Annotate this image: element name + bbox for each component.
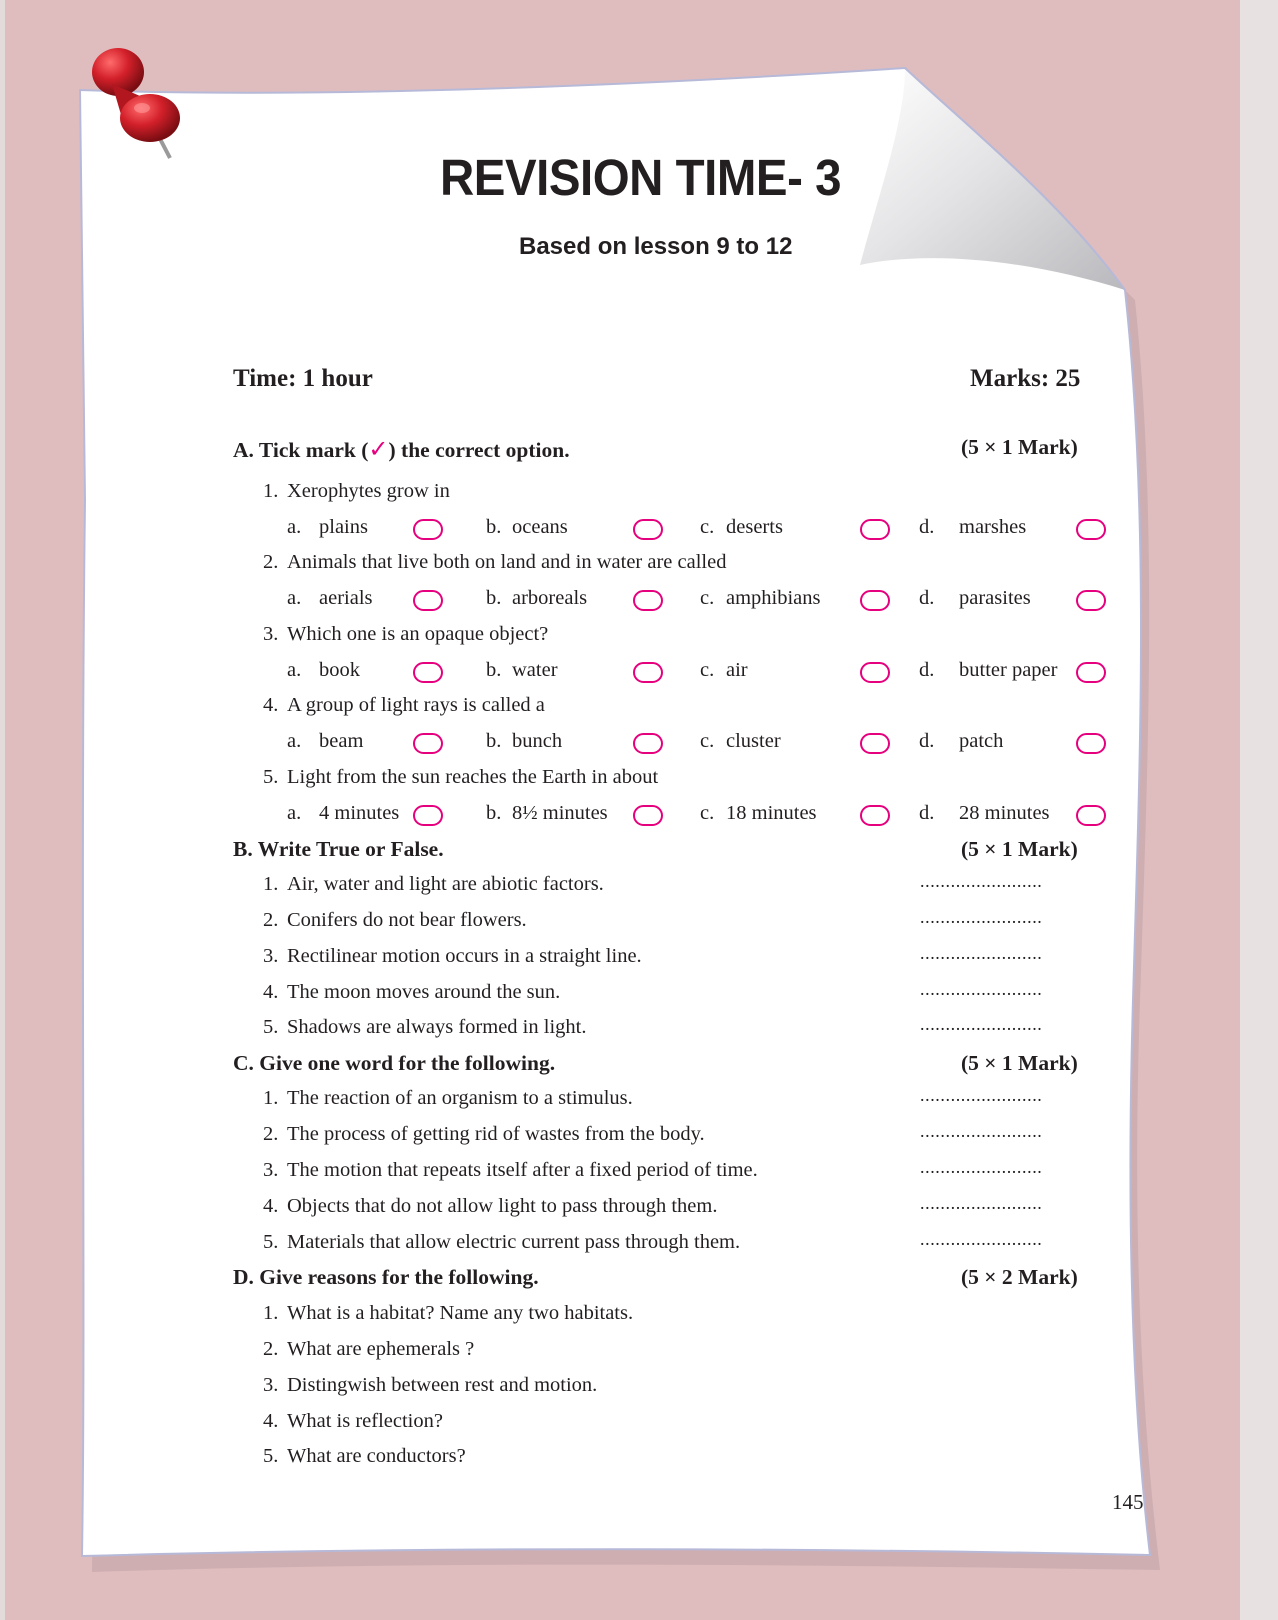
- question-a-4: [263, 694, 545, 717]
- sectionD-item-3: [263, 1374, 597, 1397]
- sectionC-item-1: [263, 1087, 633, 1110]
- option-letter: c.: [700, 516, 715, 538]
- option-a3-b: [486, 659, 558, 682]
- item-text: The process of getting rid of wastes from the body.: [287, 1123, 705, 1145]
- question-text: Xerophytes grow in: [287, 480, 450, 502]
- sectionD-item-5: [263, 1445, 466, 1468]
- answer-blank[interactable]: ........................: [920, 1014, 1043, 1034]
- option-letter: c.: [700, 587, 715, 609]
- option-text: deserts: [726, 516, 783, 538]
- question-a-1: [263, 480, 450, 503]
- answer-bubble[interactable]: [633, 519, 663, 540]
- option-a3-d: [919, 659, 1057, 682]
- option-letter: a.: [287, 587, 302, 609]
- option-letter: a.: [287, 516, 302, 538]
- section-a-marks: (5 × 1 Mark): [961, 435, 1078, 459]
- question-number: 3.: [263, 623, 279, 645]
- check-mark-icon: ✓: [368, 435, 389, 463]
- answer-bubble[interactable]: [860, 590, 890, 611]
- item-text: Materials that allow electric current pass through them.: [287, 1231, 741, 1253]
- marks-label: Marks: 25: [970, 365, 1081, 392]
- item-text: Conifers do not bear flowers.: [287, 909, 527, 931]
- item-text: Objects that do not allow light to pass through them.: [287, 1195, 718, 1217]
- option-letter: c.: [700, 802, 715, 824]
- question-text: Light from the sun reaches the Earth in about: [287, 766, 659, 788]
- answer-bubble[interactable]: [413, 590, 443, 611]
- answer-bubble[interactable]: [1076, 590, 1106, 611]
- answer-blank[interactable]: ........................: [920, 1157, 1043, 1177]
- item-number: 4.: [263, 981, 279, 1003]
- answer-bubble[interactable]: [413, 805, 443, 826]
- option-a2-b: [486, 587, 587, 610]
- answer-bubble[interactable]: [413, 733, 443, 754]
- option-text: parasites: [959, 587, 1031, 609]
- option-text: aerials: [319, 587, 373, 609]
- item-number: 2.: [263, 1338, 279, 1360]
- question-text: Animals that live both on land and in water are called: [287, 551, 727, 573]
- option-letter: a.: [287, 730, 302, 752]
- question-number: 1.: [263, 480, 279, 502]
- option-a1-b: [486, 516, 568, 539]
- option-a5-c: [700, 802, 817, 825]
- answer-blank[interactable]: ........................: [920, 1121, 1043, 1141]
- sectionC-item-2: [263, 1123, 705, 1146]
- option-letter: a.: [287, 659, 302, 681]
- option-a4-a: [287, 730, 363, 753]
- answer-bubble[interactable]: [633, 805, 663, 826]
- question-text: A group of light rays is called a: [287, 694, 545, 716]
- question-a-5: [263, 766, 658, 789]
- section-b-heading: B. Write True or False.: [233, 837, 444, 861]
- option-a2-c: [700, 587, 821, 610]
- option-text: patch: [959, 730, 1004, 752]
- option-a4-c: [700, 730, 781, 753]
- question-text: Which one is an opaque object?: [287, 623, 549, 645]
- answer-blank[interactable]: ........................: [920, 871, 1043, 891]
- answer-bubble[interactable]: [633, 662, 663, 683]
- answer-bubble[interactable]: [1076, 662, 1106, 683]
- option-a1-c: [700, 516, 783, 539]
- answer-blank[interactable]: ........................: [920, 943, 1043, 963]
- item-number: 1.: [263, 1302, 279, 1324]
- answer-bubble[interactable]: [860, 519, 890, 540]
- item-text: What are conductors?: [287, 1445, 466, 1467]
- answer-bubble[interactable]: [860, 805, 890, 826]
- option-letter: d.: [919, 659, 935, 681]
- question-a-3: [263, 623, 548, 646]
- option-text: book: [319, 659, 360, 681]
- question-number: 5.: [263, 766, 279, 788]
- option-letter: b.: [486, 659, 502, 681]
- option-text: plains: [319, 516, 368, 538]
- option-text: amphibians: [726, 587, 821, 609]
- sectionB-item-1: [263, 873, 604, 896]
- sectionB-item-4: [263, 981, 560, 1004]
- item-text: What is reflection?: [287, 1410, 443, 1432]
- item-text: Air, water and light are abiotic factors.: [287, 873, 604, 895]
- answer-bubble[interactable]: [1076, 519, 1106, 540]
- sectionC-item-5: [263, 1231, 740, 1254]
- question-a-2: [263, 551, 726, 574]
- item-text: Shadows are always formed in light.: [287, 1016, 587, 1038]
- section-a-heading: A. Tick mark (✓) the correct option.: [233, 435, 570, 463]
- answer-bubble[interactable]: [860, 662, 890, 683]
- option-text: 28 minutes: [959, 802, 1050, 824]
- item-number: 3.: [263, 1159, 279, 1181]
- answer-blank[interactable]: ........................: [920, 907, 1043, 927]
- option-letter: a.: [287, 802, 302, 824]
- sectionB-item-3: [263, 945, 642, 968]
- option-text: water: [512, 659, 558, 681]
- item-number: 5.: [263, 1445, 279, 1467]
- option-text: air: [726, 659, 748, 681]
- option-letter: d.: [919, 802, 935, 824]
- option-letter: d.: [919, 516, 935, 538]
- answer-bubble[interactable]: [1076, 733, 1106, 754]
- page-number: 145: [1112, 1490, 1144, 1514]
- option-a5-a: [287, 802, 399, 825]
- item-number: 5.: [263, 1231, 279, 1253]
- option-a1-a: [287, 516, 368, 539]
- answer-bubble[interactable]: [633, 590, 663, 611]
- answer-blank[interactable]: ........................: [920, 979, 1043, 999]
- item-text: The moon moves around the sun.: [287, 981, 561, 1003]
- option-text: beam: [319, 730, 364, 752]
- option-letter: b.: [486, 730, 502, 752]
- section-d-heading: D. Give reasons for the following.: [233, 1265, 539, 1289]
- item-text: The motion that repeats itself after a fixed period of time.: [287, 1159, 758, 1181]
- item-number: 4.: [263, 1195, 279, 1217]
- answer-blank[interactable]: ........................: [920, 1085, 1043, 1105]
- question-number: 2.: [263, 551, 279, 573]
- item-number: 1.: [263, 873, 279, 895]
- section-d-marks: (5 × 2 Mark): [961, 1265, 1078, 1289]
- answer-bubble[interactable]: [860, 733, 890, 754]
- option-letter: b.: [486, 802, 502, 824]
- option-letter: d.: [919, 587, 935, 609]
- section-c-marks: (5 × 1 Mark): [961, 1051, 1078, 1075]
- sectionB-item-2: [263, 909, 527, 932]
- option-letter: c.: [700, 730, 715, 752]
- item-number: 2.: [263, 909, 279, 931]
- option-text: arboreals: [512, 587, 588, 609]
- option-text: butter paper: [959, 659, 1058, 681]
- option-a4-d: [919, 730, 1003, 753]
- answer-bubble[interactable]: [413, 662, 443, 683]
- answer-blank[interactable]: ........................: [920, 1193, 1043, 1213]
- option-text: cluster: [726, 730, 781, 752]
- section-b-marks: (5 × 1 Mark): [961, 837, 1078, 861]
- option-text: marshes: [959, 516, 1027, 538]
- section-c-heading: C. Give one word for the following.: [233, 1051, 556, 1075]
- page-subtitle: Based on lesson 9 to 12: [519, 233, 793, 260]
- option-text: oceans: [512, 516, 568, 538]
- option-a4-b: [486, 730, 562, 753]
- option-letter: c.: [700, 659, 715, 681]
- item-text: What are ephemerals ?: [287, 1338, 475, 1360]
- option-letter: b.: [486, 587, 502, 609]
- item-number: 3.: [263, 1374, 279, 1396]
- sectionD-item-1: [263, 1302, 633, 1325]
- sectionC-item-4: [263, 1195, 717, 1218]
- answer-blank[interactable]: ........................: [920, 1229, 1043, 1249]
- item-text: Rectilinear motion occurs in a straight line.: [287, 945, 642, 967]
- option-a2-d: [919, 587, 1031, 610]
- sectionD-item-2: [263, 1338, 474, 1361]
- item-number: 1.: [263, 1087, 279, 1109]
- option-letter: d.: [919, 730, 935, 752]
- item-number: 3.: [263, 945, 279, 967]
- item-number: 4.: [263, 1410, 279, 1432]
- sectionC-item-3: [263, 1159, 758, 1182]
- item-number: 2.: [263, 1123, 279, 1145]
- item-text: The reaction of an organism to a stimulus.: [287, 1087, 633, 1109]
- option-a1-d: [919, 516, 1026, 539]
- option-a5-b: [486, 802, 608, 825]
- page-title: REVISION TIME- 3: [440, 149, 842, 206]
- answer-bubble[interactable]: [413, 519, 443, 540]
- option-letter: b.: [486, 516, 502, 538]
- option-text: bunch: [512, 730, 563, 752]
- option-text: 4 minutes: [319, 802, 400, 824]
- answer-bubble[interactable]: [633, 733, 663, 754]
- time-label: Time: 1 hour: [233, 365, 373, 392]
- item-number: 5.: [263, 1016, 279, 1038]
- option-a2-a: [287, 587, 373, 610]
- option-a5-d: [919, 802, 1050, 825]
- item-text: What is a habitat? Name any two habitats.: [287, 1302, 634, 1324]
- sectionD-item-4: [263, 1410, 443, 1433]
- answer-bubble[interactable]: [1076, 805, 1106, 826]
- option-a3-a: [287, 659, 360, 682]
- option-a3-c: [700, 659, 748, 682]
- option-text: 8½ minutes: [512, 802, 608, 824]
- sectionB-item-5: [263, 1016, 586, 1039]
- item-text: Distingwish between rest and motion.: [287, 1374, 598, 1396]
- question-number: 4.: [263, 694, 279, 716]
- option-text: 18 minutes: [726, 802, 817, 824]
